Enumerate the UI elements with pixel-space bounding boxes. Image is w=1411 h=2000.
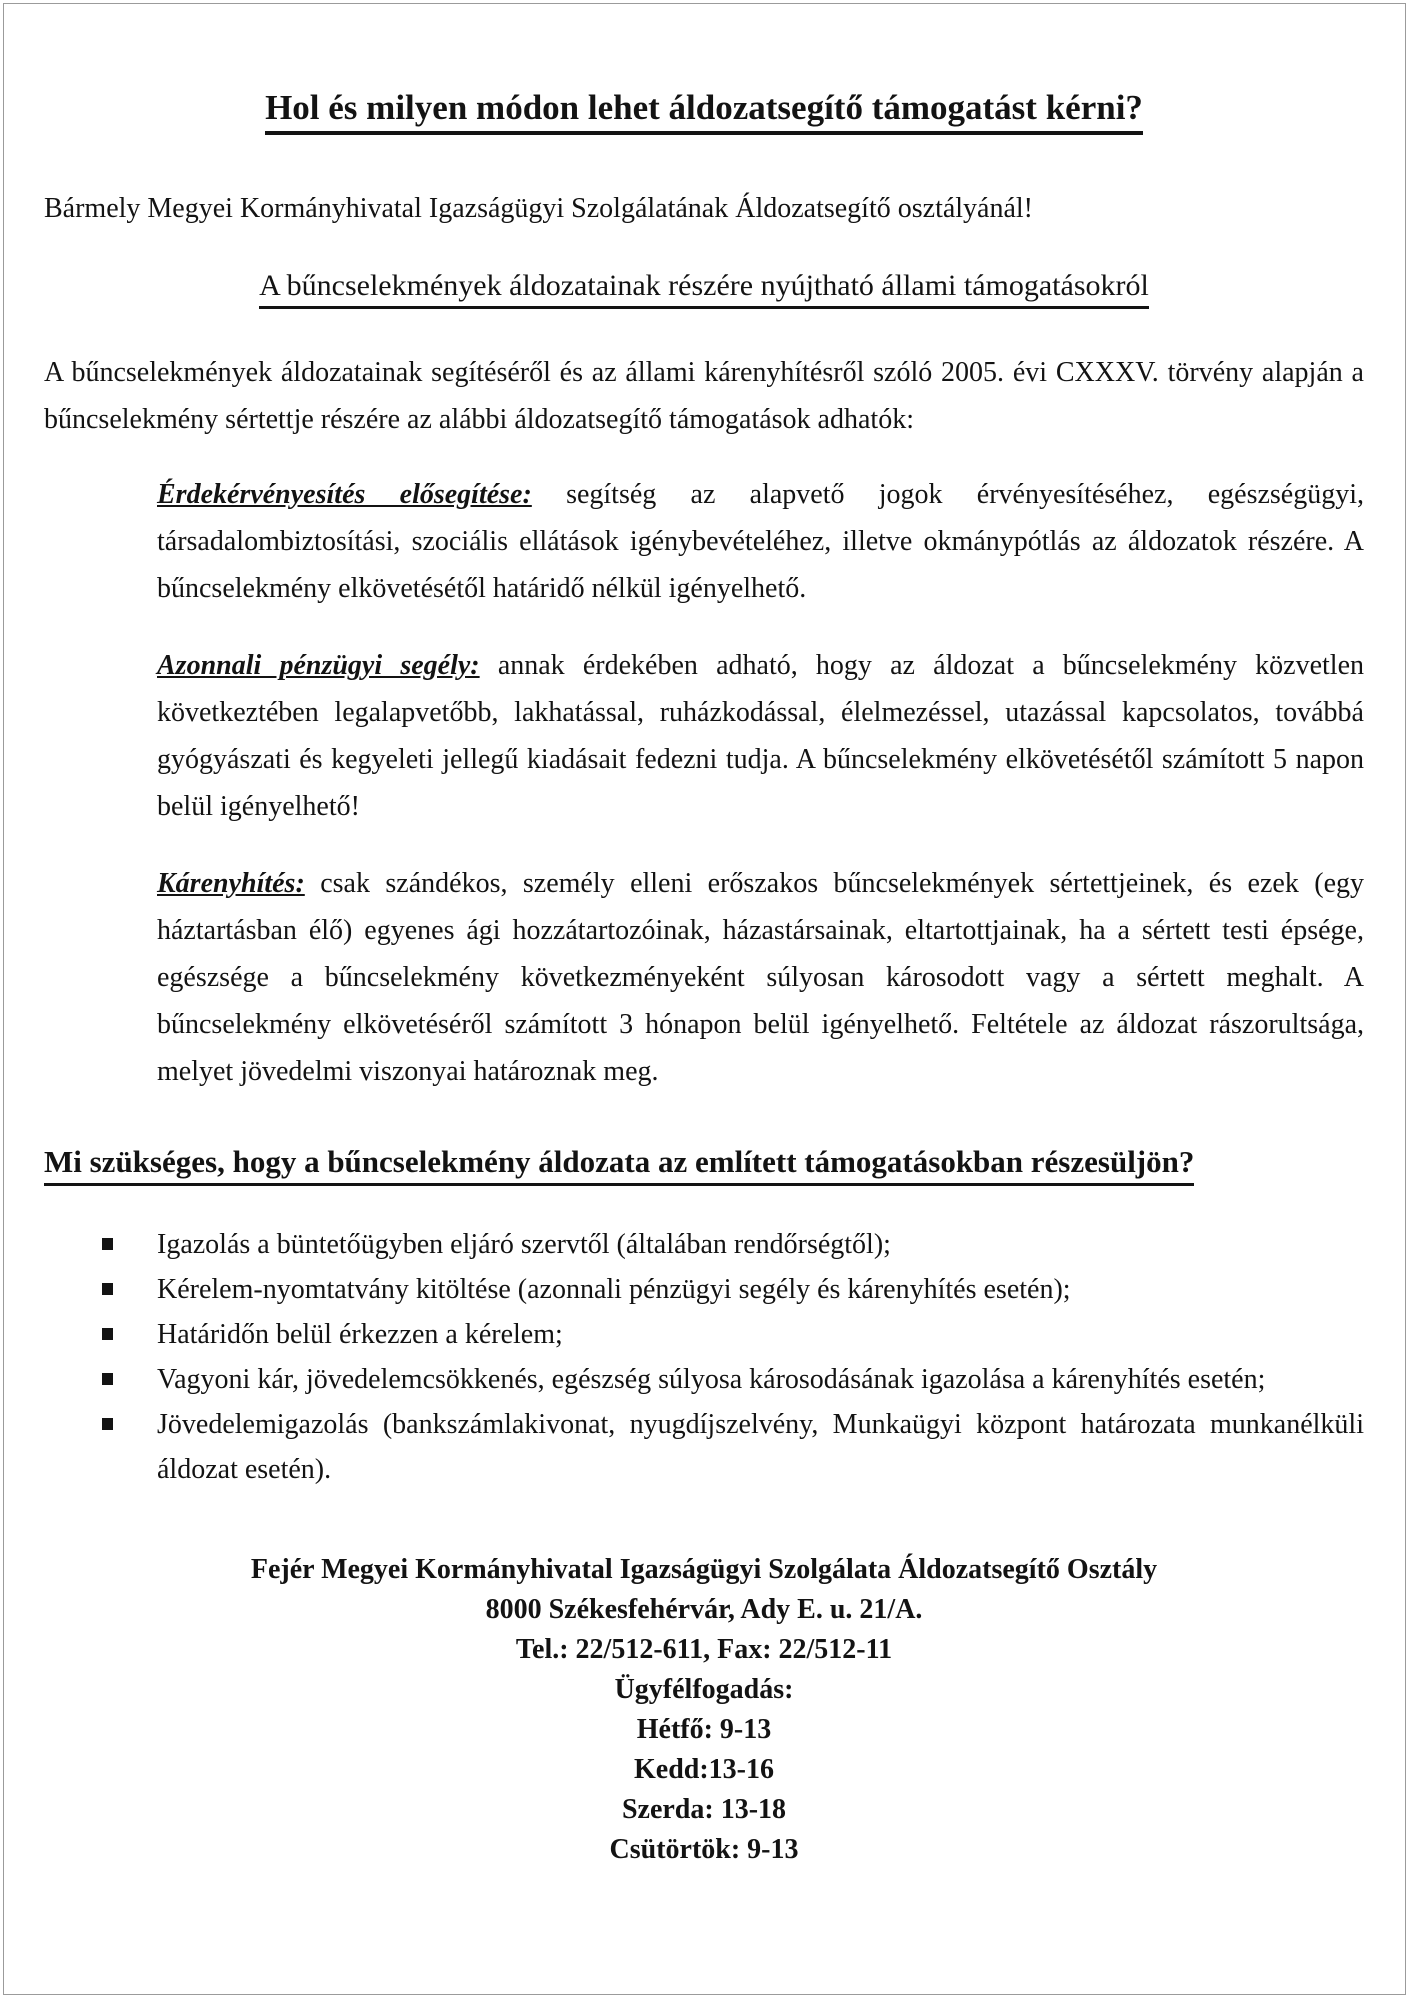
list-item (102, 1222, 1364, 1267)
square-bullet-icon (102, 1238, 113, 1250)
list-item-text: Jövedelemigazolás (bankszámlakivonat, nyugdíjszelvény, Munkaügyi központ határozata munkanélküli áldozat esetén). (157, 1409, 1364, 1486)
law-paragraph: A bűncselekmények áldozatainak segítéséről és az állami kárenyhítésről szóló 2005. évi CXXXV. törvény alapján a bűncselekmény sértettje részére az alábbi áldozatsegítő támogatások adhatók: (44, 357, 1364, 436)
list-item (102, 1267, 1364, 1312)
list-item-text: Határidőn belül érkezzen a kérelem; (157, 1319, 563, 1351)
requirements-list (102, 1222, 1364, 1492)
intro-line: Bármely Megyei Kormányhivatal Igazságügyi Szolgálatának Áldozatsegítő osztályánál! (44, 193, 1034, 225)
list-item-text: Igazolás a büntetőügyben eljáró szervtől (általában rendőrségtől); (157, 1229, 891, 1261)
list-item-text: Kérelem-nyomtatvány kitöltése (azonnali pénzügyi segély és kárenyhítés esetén); (157, 1274, 1071, 1306)
subtitle: A bűncselekmények áldozatainak részére nyújtható állami támogatásokról (259, 268, 1149, 309)
title-row (44, 88, 1364, 135)
requirements-heading: Mi szükséges, hogy a bűncselekmény áldozata az említett támogatásokban részesüljön? (44, 1143, 1194, 1186)
support-text: segítség az alapvető jogok érvényesítéséhez, egészségügyi, társadalombiztosítási, szociális ellátások igénybevételéhez, illetve okmánypótlás az áldozatok részére. A bűncselekmény elkövetésétől határidő nélkül igényelhető. (157, 479, 1364, 605)
support-label: Kárenyhítés: (157, 868, 305, 900)
document-page (3, 3, 1406, 1995)
square-bullet-icon (102, 1328, 113, 1340)
list-item (102, 1402, 1364, 1492)
square-bullet-icon (102, 1283, 113, 1295)
subtitle-row (44, 268, 1364, 309)
requirements-heading-row (44, 1143, 1364, 1186)
contact-footer (44, 1550, 1364, 1870)
office-address: 8000 Székesfehérvár, Ady E. u. 21/A. (485, 1594, 923, 1626)
support-paragraph-interest-enforcement (157, 471, 1364, 612)
list-item (102, 1312, 1364, 1357)
support-paragraph-compensation (157, 860, 1364, 1095)
support-label: Azonnali pénzügyi segély: (157, 650, 480, 682)
list-item-text: Vagyoni kár, jövedelemcsökkenés, egészség súlyosa károsodásának igazolása a kárenyhítés esetén; (157, 1364, 1266, 1396)
support-paragraph-instant-aid (157, 642, 1364, 830)
phone-fax-line: Tel.: 22/512-611, Fax: 22/512-11 (515, 1634, 893, 1666)
office-hours-wednesday: Szerda: 13-18 (621, 1794, 787, 1826)
page-title: Hol és milyen módon lehet áldozatsegítő támogatást kérni? (265, 88, 1143, 135)
list-item (102, 1357, 1364, 1402)
office-hours-thursday: Csütörtök: 9-13 (609, 1834, 799, 1866)
office-hours-tuesday: Kedd:13-16 (634, 1754, 774, 1786)
office-name: Fejér Megyei Kormányhivatal Igazságügyi Szolgálata Áldozatsegítő Osztály (250, 1554, 1158, 1586)
support-text: annak érdekében adható, hogy az áldozat a bűncselekmény közvetlen következtében legalapvetőbb, lakhatással, ruházkodással, élelmezéssel, utazással kapcsolatos, továbbá gyógyászati és kegyeleti jellegű kiadásait fedezni tudja. A bűncselekmény elkövetésétől számított 5 napon belül igényelhető! (157, 650, 1365, 823)
square-bullet-icon (102, 1373, 113, 1385)
support-text: csak szándékos, személy elleni erőszakos bűncselekmények sértettjeinek, és ezek (egy háztartásban élő) egyenes ági hozzátartozóinak, házastársainak, eltartottjainak, ha a sértett testi épsége, egészsége a bűncselekmény következményeként súlyosan károsodott vagy a sértett meghalt. A bűncselekmény elkövetéséről számított 3 hónapon belül igényelhető. Feltétele az áldozat rászorultsága, melyet jövedelmi viszonyai határoznak meg. (157, 868, 1364, 1088)
office-hours-label: Ügyfélfogadás: (614, 1674, 794, 1706)
square-bullet-icon (102, 1418, 113, 1430)
support-label: Érdekérvényesítés elősegítése: (157, 479, 532, 511)
office-hours-monday: Hétfő: 9-13 (636, 1714, 772, 1746)
